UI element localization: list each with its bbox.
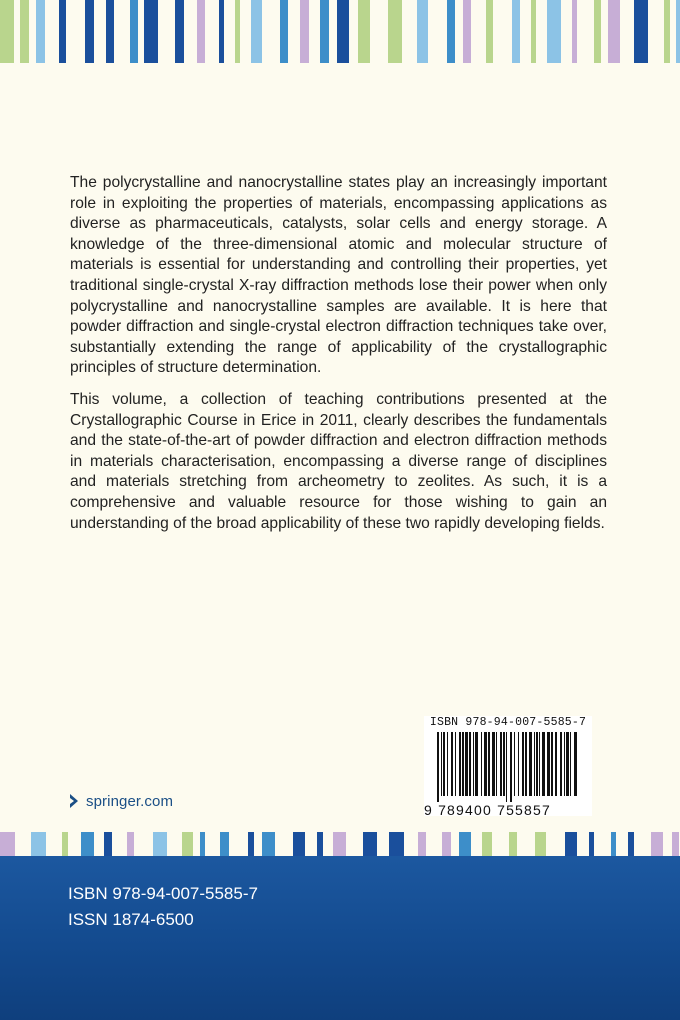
- stripe: [651, 832, 663, 856]
- barcode-bar: [441, 732, 442, 796]
- stripe: [36, 0, 45, 63]
- barcode-bar: [447, 732, 448, 796]
- barcode-digits: 9 789400 755857: [424, 802, 551, 818]
- stripe: [182, 832, 193, 856]
- issn-number: ISSN 1874-6500: [68, 910, 194, 929]
- stripe: [31, 832, 46, 856]
- stripe: [531, 0, 536, 63]
- stripe: [676, 0, 680, 63]
- stripe: [447, 0, 455, 63]
- barcode-bar: [481, 732, 482, 796]
- stripe: [512, 0, 520, 63]
- back-cover-blurb: [70, 173, 607, 545]
- barcode-bar: [560, 732, 562, 796]
- stripe: [509, 832, 517, 856]
- stripe: [547, 0, 561, 63]
- barcode-bar: [503, 732, 505, 796]
- barcode-bar: [510, 732, 512, 802]
- barcode-bar: [459, 732, 461, 796]
- stripe: [235, 0, 240, 63]
- stripe: [219, 0, 224, 63]
- stripe: [153, 832, 167, 856]
- blurb-paragraph-2: This volume, a collection of teaching contributions presented at the Crystallographic Course in Erice in 2011, clearly describes the fundamentals and the state-of-the-art of powder diffraction and electron diffraction methods in materials characterisation, encompassing a diverse range of disciplines and materials stretching from archeometry to zeolites. As such, it is a comprehensive and valuable resource for those wishing to gain an understanding of the broad applicability of these two rapidly developing fields.: [70, 390, 607, 532]
- stripe: [672, 832, 679, 856]
- stripe: [418, 832, 426, 856]
- stripe: [442, 832, 451, 856]
- stripe: [628, 832, 634, 856]
- stripe: [106, 0, 114, 63]
- stripe: [127, 832, 134, 856]
- barcode-bar: [443, 732, 445, 796]
- barcode-bar: [529, 732, 532, 796]
- barcode-bar: [534, 732, 535, 796]
- barcode-bar: [542, 732, 545, 796]
- barcode-bar: [564, 732, 565, 796]
- stripe: [293, 832, 305, 856]
- barcode-bar: [465, 732, 468, 796]
- barcode-bar: [484, 732, 487, 796]
- stripe: [608, 0, 620, 63]
- barcode-bar: [566, 732, 569, 796]
- stripe: [0, 0, 14, 63]
- stripe: [565, 832, 577, 856]
- stripe: [280, 0, 288, 63]
- stripe: [486, 0, 493, 63]
- stripe: [300, 0, 309, 63]
- springer-logo[interactable]: [68, 790, 173, 812]
- barcode-isbn-label: ISBN 978-94-007-5585-7: [429, 716, 587, 729]
- stripe: [104, 832, 112, 856]
- barcode-bar: [492, 732, 495, 796]
- stripe: [664, 0, 670, 63]
- stripe: [611, 832, 616, 856]
- barcode-bar: [570, 732, 571, 796]
- stripe: [220, 832, 229, 856]
- stripe: [363, 832, 377, 856]
- barcode-bar: [469, 732, 471, 796]
- stripe: [262, 832, 275, 856]
- barcode-icon: [437, 732, 582, 802]
- isbn-number: ISBN 978-94-007-5585-7: [68, 884, 258, 903]
- barcode-bar: [522, 732, 524, 796]
- barcode-bar: [514, 732, 515, 796]
- barcode-bar: [462, 732, 464, 796]
- stripe: [130, 0, 138, 63]
- stripe: [175, 0, 184, 63]
- stripe: [200, 832, 205, 856]
- top-decorative-stripes: [0, 0, 680, 63]
- barcode-bar: [475, 732, 478, 796]
- blurb-paragraph-1: The polycrystalline and nanocrystalline states play an increasingly important role in exploiting the properties of materials, encompassing applications as diverse as pharmaceuticals, catalysts, solar cells and energy storage. A knowledge of the three-dimensional atomic and molecular structure of materials is essential for understanding and controlling their properties, yet traditional single-crystal X-ray diffraction methods lose their power when only polycrystalline and nanocrystalline samples are available. It is here that powder diffraction and single-crystal electron diffraction techniques take over, substantially extending the range of applicability of the crystallographic principles of structure determination.: [70, 174, 607, 377]
- bottom-blue-panel: [0, 856, 680, 1020]
- stripe: [594, 0, 601, 63]
- stripe: [317, 832, 323, 856]
- stripe: [59, 0, 66, 63]
- stripe: [62, 832, 68, 856]
- stripe: [572, 0, 577, 63]
- barcode-bar: [437, 732, 439, 802]
- stripe: [337, 0, 349, 63]
- stripe: [20, 0, 29, 63]
- stripe: [81, 832, 94, 856]
- publisher-website[interactable]: springer.com: [86, 792, 174, 810]
- barcode-bar: [500, 732, 502, 796]
- stripe: [417, 0, 428, 63]
- barcode-bar: [518, 732, 519, 796]
- barcode-bar: [574, 732, 577, 796]
- barcode-bar: [496, 732, 497, 796]
- stripe: [535, 832, 546, 856]
- bottom-decorative-stripes: [0, 832, 680, 856]
- barcode-bar: [455, 732, 456, 796]
- stripe: [358, 0, 370, 63]
- barcode-bar: [451, 732, 453, 796]
- barcode-bar: [488, 732, 490, 796]
- stripe: [85, 0, 94, 63]
- stripe: [634, 0, 648, 63]
- stripe: [251, 0, 262, 63]
- stripe: [320, 0, 329, 63]
- stripe: [197, 0, 205, 63]
- stripe: [0, 832, 15, 856]
- barcode-bar: [555, 732, 557, 796]
- barcode-bar: [525, 732, 527, 796]
- barcode-bar: [506, 732, 507, 802]
- chevron-right-icon: [68, 793, 80, 809]
- stripe: [459, 832, 471, 856]
- stripe: [144, 0, 158, 63]
- stripe: [333, 832, 346, 856]
- barcode-bar: [539, 732, 540, 796]
- stripe: [589, 832, 594, 856]
- stripe: [388, 0, 402, 63]
- barcode-bar: [547, 732, 550, 796]
- stripe: [482, 832, 492, 856]
- barcode-bar: [551, 732, 553, 796]
- barcode-bar: [536, 732, 538, 796]
- stripe: [463, 0, 471, 63]
- barcode-bar: [473, 732, 474, 796]
- barcode: [424, 716, 592, 816]
- stripe: [248, 832, 254, 856]
- stripe: [389, 832, 404, 856]
